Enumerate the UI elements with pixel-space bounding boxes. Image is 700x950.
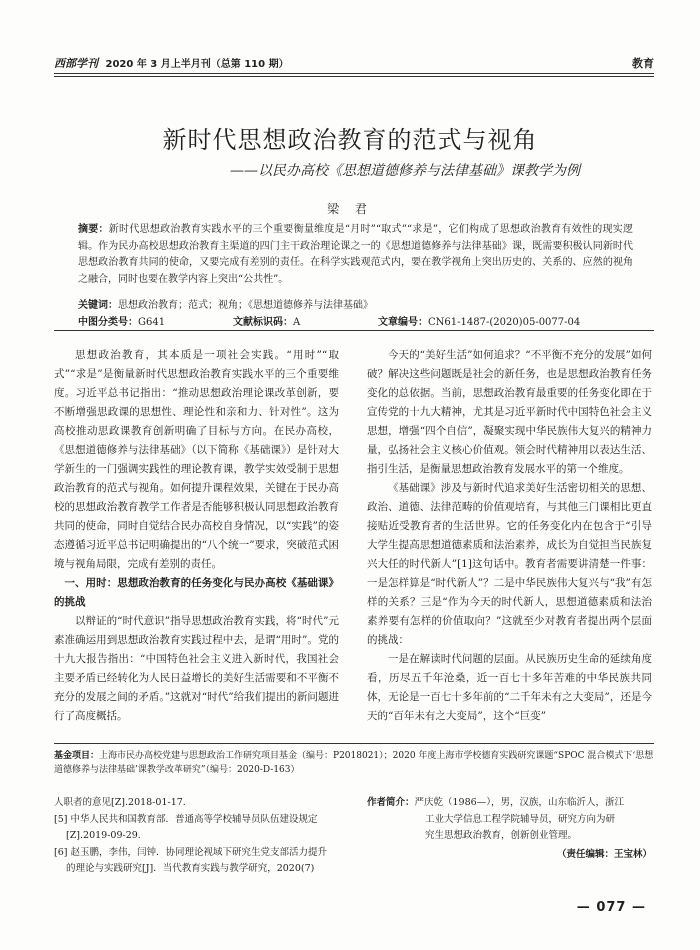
body-paragraph: 《基础课》涉及与新时代追求美好生活密切相关的思想、政治、道德、法律范畴的价值观培育，与其他三门课相比更直接贴近受教育者的生活世界。它的任务变化内在包含于“引导大学生提高思想道德素质和法治素养，成长为自觉担当民族复兴大任的时代新人”[1]这句话中。教育者需要讲清楚一件事：一是怎样算是“时代新人”？二是中华民族伟大复兴与“我”有怎样的关系？三是“作为今天的时代新人，思想道德素质和法治素养要有怎样的价值取向？”这就至少对教育者提出两个层面的挑战： [367, 482, 652, 646]
doc-code-value: A [293, 317, 301, 328]
reference-list [54, 795, 336, 878]
bio-line: 严庆乾（1986—），男，汉族，山东临沂人，浙江 [414, 797, 624, 808]
body-paragraph: 一是在解读时代问题的层面。从民族历史生命的延续角度看，历尽五千年沧桑，近一百七十多年苦难的中华民族共同体，无论是一百七十多年前的“二千年未有之大变局”，还是今天的“百年未有之大变局”，这个“巨变” [367, 653, 652, 722]
running-header [54, 55, 654, 71]
clc-label: 中图分类号： [78, 317, 138, 328]
bio-line: 究生思想政治教育，创新创业管理。 [425, 830, 578, 841]
abstract-rule [54, 330, 654, 331]
fund-text: 上海市民办高校党建与思想政治工作研究项目基金（编号：P2018021）；2020 年度上海市学校德育实践研究课题“SPOC 混合模式下‘思想道德修养与法律基础’课教学改革研究”（编号：2020-D-163） [54, 751, 654, 775]
keywords-label: 关键词： [78, 300, 118, 311]
section-heading: 一、用时：思想政治教育的任务变化与民办高校《基础课》的挑战 [54, 577, 339, 608]
article-number-label: 文章编号： [378, 317, 428, 328]
reference-item: 人职者的意见[Z].2018-01-17. [54, 797, 186, 808]
bio-line: 工业大学信息工程学院辅导员，研究方向为研 [425, 813, 616, 825]
body-column-right [367, 346, 652, 726]
article-number-value: CN61-1487-(2020)05-0077-04 [428, 317, 581, 328]
clc-value: G641 [138, 317, 166, 328]
journal-name: 西部学刊 [54, 57, 98, 70]
abstract-text: 新时代思想政治教育实践水平的三个重要衡量维度是“月时”“取式”“求是”，它们构成了思想政治教育有效性的现实逻辑。作为民办高校思想政治教育主渠道的四门主干政治理论课之一的《思想道德修养与法律基础》课，既需要积极认同新时代思想政治教育共同的使命，又要完成有差别的责任。在科学实践观范式内，要在教学视角上突出历史的、关系的、应然的视角之融合，同时也要在教学内容上突出“公共性”。 [78, 224, 633, 285]
fund-label: 基金项目： [54, 751, 100, 761]
journal-issue: 2020 年 3 月上半月刊（总第 110 期） [105, 59, 289, 70]
body-paragraph: 以辩证的“时代意识”指导思想政治教育实践，将“时代”元素准确运用到思想政治教育实践过程中去，是谓“用时”。党的十九大报告指出：“中国特色社会主义进入新时代，我国社会主要矛盾已经转化为人民日益增长的美好生活需要和不平衡不充分的发展之间的矛盾。”这就对“时代”给我们提出的新问题进行了高度概括。 [54, 615, 339, 722]
reference-item: [5] 中华人民共和国教育部．普通高等学校辅导员队伍建设规定[Z].2019-09-29. [54, 813, 318, 841]
page-number: — 077 — [576, 900, 646, 915]
doc-code-label: 文献标识码： [233, 317, 293, 328]
reference-item: [6] 赵玉鹏，李伟，闫钟．协同理论视域下研究生党支部活力提升的理论与实践研究[J]．当代教育实践与教学研究，2020(7) [54, 846, 327, 874]
abstract [78, 222, 633, 288]
responsible-editor: （责任编辑：王宝林） [556, 848, 652, 860]
section-label: 教育 [632, 57, 654, 70]
article-title: 新时代思想政治教育的范式与视角 [162, 126, 538, 154]
header-rule [54, 73, 654, 74]
author-bio [367, 795, 652, 863]
body-paragraph: 思想政治教育，其本质是一项社会实践。“用时”“取式”“求是”是衡量新时代思想政治教育实践水平的三个重要维度。习近平总书记指出：“推动思想政治理论课改革创新，要不断增强思政课的思想性、理论性和亲和力、针对性”。这为高校推动思政课教育创新明确了目标与方向。在民办高校，《思想道德修养与法律基础》（以下简称《基础课》）是针对大学新生的一门强调实践性的理论教育课，教学实效受制于思想政治教育的范式与视角。如何提升课程效果，关键在于民办高校的思想政治教育教学工作者是否能够积极认同思想政治教育共同的使命，同时自觉结合民办高校自身情况，以“实践”的姿态遵循习近平总书记明确提出的“八个统一”要求，突破范式困境与视角局限，完成有差别的责任。 [54, 349, 339, 570]
header-rule-2 [54, 76, 654, 77]
keywords [78, 296, 633, 311]
classification-line [78, 313, 633, 328]
body-paragraph: 今天的“美好生活”如何追求？“不平衡不充分的发展”如何破？解决这些问题既是社会的新任务，也是思想政治教育任务变化的总依据。当前，思想政治教育最重要的任务变化即在于宣传党的十九大精神，尤其是习近平新时代中国特色社会主义思想，增强“四个自信”，凝聚实现中华民族伟大复兴的精神力量，弘扬社会主义核心价值观。领会时代精神用以表达生活、指引生活，是衡量思想政治教育发展水平的第一个维度。 [367, 349, 652, 475]
article-author: 梁 君 [327, 202, 373, 216]
article-subtitle: ——以民办高校《思想道德修养与法律基础》课教学为例 [230, 163, 580, 179]
fund-note [54, 743, 654, 777]
abstract-label: 摘要： [78, 224, 109, 235]
bio-label: 作者简介： [367, 797, 415, 808]
body-column-left [54, 346, 339, 726]
keywords-text: 思想政治教育；范式；视角；《思想道德修养与法律基础》 [118, 300, 373, 311]
